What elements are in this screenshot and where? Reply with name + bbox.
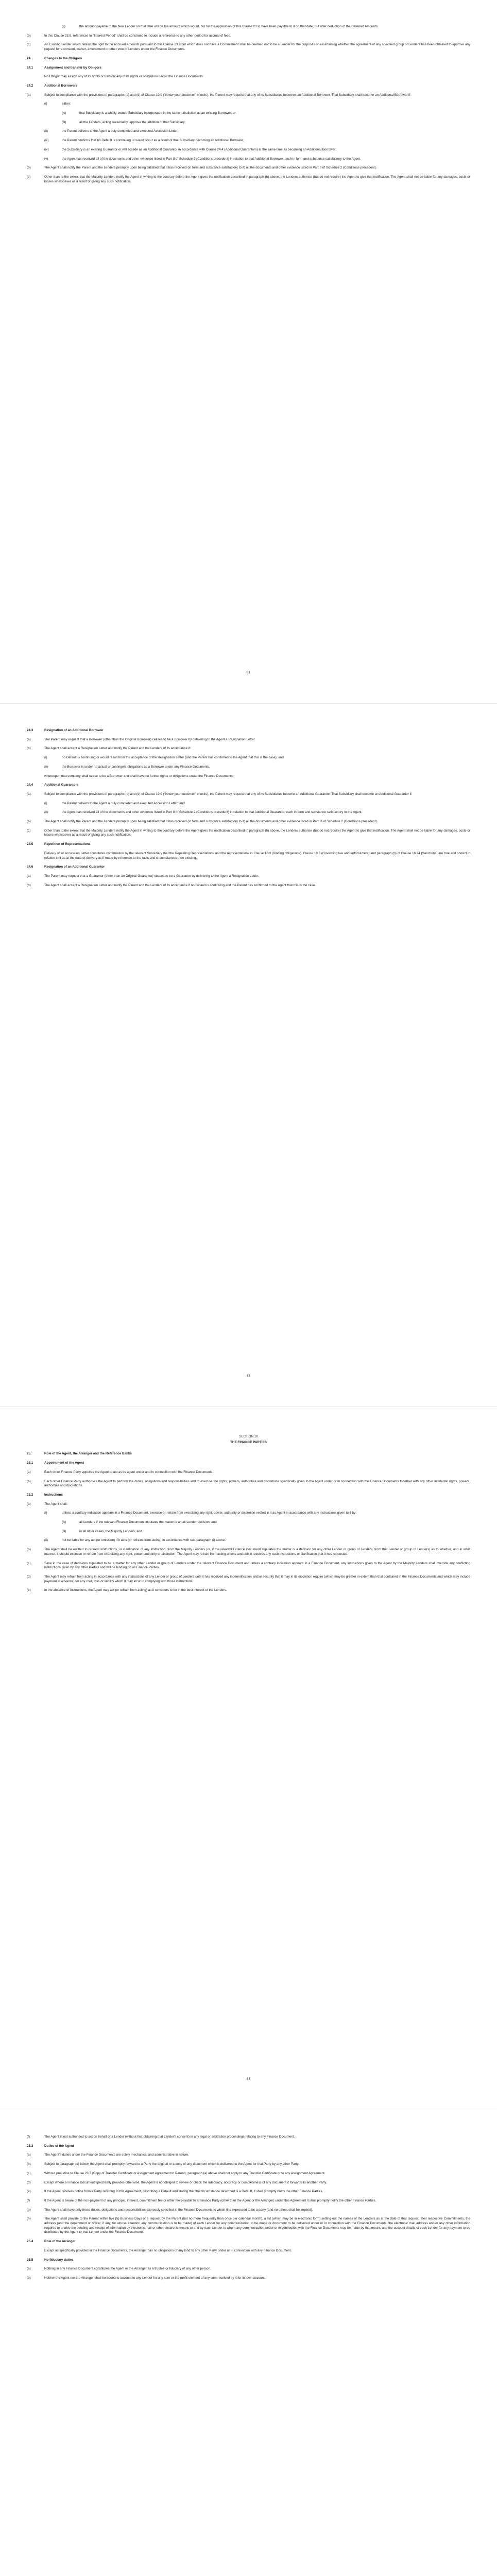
clause-text: Each other Finance Party authorises the Agent to perform the duties, obligations and responsibilities and to exercise the rights, powers, authorities and discretions specifically given to the Agent under or in connection with the Finance Documents together with any other incidental rights, powers, authorities and discretions.: [44, 1479, 470, 1488]
clause-item: [27, 2199, 470, 2204]
clause-number: (ii): [44, 1538, 48, 1543]
clause-item: [27, 802, 470, 806]
clause-title: No fiduciary duties: [44, 2258, 74, 2262]
clause-item: [27, 2153, 470, 2158]
clause-number: 25.1: [27, 1461, 33, 1465]
clause-number: (b): [27, 2276, 31, 2280]
clause-text: The Agent shall be entitled to request instructions, or clarification of any instruction, from the Majority Lenders (or, if the relevant Finance Document stipulates the matter is a decision for any other Lender or group of Lenders, from that Lender or group of Lenders) as to whether, and in what manner, it should exercise or refrain from exercising any right, power, authority or discretion. The Agent may refrain from acting unless and until it receives any such instructions or clarification that it has requested.: [44, 1548, 470, 1556]
clause-text: Each other Finance Party appoints the Agent to act as its agent under and in connection with the Finance Documents.: [44, 1470, 213, 1474]
clause-title: Changes to the Obligors: [44, 56, 82, 60]
clause-text: the Subsidiary is an existing Guarantor or will accede as an Additional Guarantor in accordance with Clause 24.4 (Additional Guarantors) at the same time as becoming an Additional Borrower;: [62, 147, 337, 151]
paragraph: whereupon that company shall cease to be a Borrower and shall have no further rights or obligations under the Finance Documents.: [44, 774, 234, 778]
paragraph: No Obligor may assign any of its rights or transfer any of its rights or obligations under the Finance Documents.: [44, 75, 204, 79]
clause-text: the Agent has received all of the documents and other evidence listed in Part II of Schedule 2 (Conditions precedent) in relation to that Additional Borrower, each in form and substance satisfactory to the Agent.: [62, 157, 361, 161]
clause-number: (c): [27, 828, 31, 833]
paragraph: Except as specifically provided in the Finance Documents, the Arranger has no obligations of any kind to any other Party under or in connection with any Finance Document.: [44, 2248, 292, 2252]
clause-number: (ii): [44, 129, 48, 133]
clause-number: (b): [27, 33, 31, 38]
clause-heading: [27, 2144, 470, 2149]
clause-text: all the Lenders, acting reasonably, approve the addition of that Subsidiary;: [79, 120, 186, 124]
clause-heading: [27, 1461, 470, 1466]
clause-item: [27, 25, 470, 29]
clause-number: 25.4: [27, 2240, 33, 2244]
clause-item: [27, 1562, 470, 1570]
clause-number: 24.3: [27, 728, 33, 732]
clause-text: The Agent shall accept a Resignation Letter and notify the Parent and the Lenders of its acceptance if:: [44, 747, 191, 751]
clause-item: [27, 1520, 470, 1525]
clause-text: In this Clause 23.9, references to "Interest Period" shall be construed to include a reference to any other period for accrual of fees.: [44, 33, 231, 38]
clause-text: either:: [62, 102, 71, 106]
clause-text: The Parent may request that a Guarantor (other than an Original Guarantor) ceases to be a Guarantor by delivering to the Agent a Resignation Letter.: [44, 874, 259, 878]
clause-title: Role of the Agent, the Arranger and the Reference Banks: [44, 1452, 132, 1456]
clause-text: Other than to the extent that the Majority Lenders notify the Agent in writing to the contrary before the Agent gives the notification described in paragraph (b) above, the Lenders authorise (but do not require) the Agent to give that notification. The Agent shall not be liable for any damages, costs or losses whatsoever as a result of giving any such notification.: [44, 175, 470, 183]
clause-number: 24.4: [27, 783, 33, 787]
clause-number: (f): [27, 2135, 30, 2139]
clause-number: (B): [62, 120, 66, 124]
clause-number: (c): [27, 2171, 31, 2175]
clause-item: [27, 829, 470, 838]
clause-item: [27, 102, 470, 107]
clause-heading: [27, 728, 470, 733]
clause-heading: [27, 842, 470, 847]
page-number: 83: [246, 2077, 250, 2081]
clause-text: The Agent shall notify the Parent and the Lenders promptly upon being satisfied that it has received (in form and substance satisfactory to it) all the documents and other evidence listed in Part II of Schedule 2 (Conditions precedent).: [44, 166, 377, 170]
clause-item: [27, 43, 470, 52]
clause-text: the amount payable to the New Lender on that date will be the amount which would, but for the application of this Clause 23.9, have been payable to it on that date, but after deduction of the Deferred Amounts.: [79, 25, 379, 28]
clause-item: [27, 129, 470, 134]
clause-item: [27, 2190, 470, 2194]
clause-number: 25.3: [27, 2144, 33, 2148]
clause-item: [27, 166, 470, 171]
clause-number: (ii): [44, 765, 48, 769]
document-page: [0, 1406, 497, 2110]
clause-number: (iii): [44, 139, 49, 143]
clause-text: Subject to paragraph (c) below, the Agent shall promptly forward to a Party the original or a copy of any document which is delivered to the Agent for that Party by any other Party.: [44, 2162, 299, 2166]
page-number: 81: [246, 671, 250, 675]
clause-number: (c): [27, 43, 31, 47]
clause-item: [27, 1538, 470, 1543]
clause-item: [27, 792, 470, 797]
clause-number: (a): [27, 792, 31, 796]
clause-text: in all other cases, the Majority Lenders; and: [79, 1529, 142, 1533]
clause-text: not be liable for any act (or omission) if it acts (or refrains from acting) in accordance with sub-paragraph (i) above.: [62, 1538, 226, 1543]
clause-text: The Agent shall notify the Parent and the Lenders promptly upon being satisfied that it has received (in form and substance satisfactory to it) all the documents and other evidence listed in Part III of Schedule 2 (Conditions precedent).: [44, 820, 378, 824]
clause-item: [27, 157, 470, 162]
clause-number: (a): [27, 874, 31, 878]
clause-number: (f): [27, 2198, 30, 2202]
clause-number: (e): [27, 2190, 31, 2194]
clause-heading: [27, 84, 470, 89]
clause-number: 24.5: [27, 842, 33, 846]
clause-number: (c): [27, 1561, 31, 1565]
clause-number: (e): [27, 1588, 31, 1592]
clause-text: Except where a Finance Document specifically provides otherwise, the Agent is not obliged to review or check the adequacy, accuracy or completeness of any document it forwards to another Party.: [44, 2180, 327, 2184]
clause-number: (A): [62, 1520, 66, 1524]
section-label: SECTION 10: [239, 1435, 258, 1438]
clause-text: Without prejudice to Clause 23.7 (Copy of Transfer Certificate or Assignment Agreement to Parent), paragraph (a) above shall not apply to any Transfer Certificate or to any Assignment Agreement.: [44, 2171, 325, 2175]
clause-number: (h): [27, 2217, 31, 2221]
clause-item: [27, 810, 470, 815]
clause-text: Nothing in any Finance Document constitutes the Agent or the Arranger as a trustee or fiduciary of any other person.: [44, 2267, 211, 2271]
clause-title: Resignation of an Additional Guarantor: [44, 865, 105, 869]
clause-text: unless a contrary indication appears in a Finance Document, exercise or refrain from exercising any right, power, authority or discretion vested in it as Agent in accordance with any instructions given to it by:: [62, 1511, 356, 1515]
clause-title: Additional Guarantors: [44, 783, 79, 787]
clause-text: Save in the case of decisions stipulated to be a matter for any other Lender or group of Lenders under the relevant Finance Document and unless a contrary indication appears in a Finance Document, any instructions given to the Agent by the Majority Lenders shall override any conflicting instructions given by any other Parties and will be binding on all Finance Parties.: [44, 1561, 470, 1570]
clause-number: 24.2: [27, 83, 33, 88]
clause-number: 25.2: [27, 1493, 33, 1497]
clause-item: [27, 874, 470, 879]
clause-title: Role of the Arranger: [44, 2240, 76, 2244]
clause-text: the Parent delivers to the Agent a duly completed and executed Accession Letter; and: [62, 801, 185, 805]
paragraph: Delivery of an Accession Letter constitutes confirmation by the relevant Subsidiary that the Repeating Representations and the representations in Clause 18.3 (Binding obligations), Clause 18.6 (Governing law and enforcement) and paragraph (b) of Clause 18.24 (Sanctions) are true and correct in relation to it as at the date of delivery as if made by reference to the facts and circumstances then existing.: [44, 851, 470, 860]
clause-number: 25.5: [27, 2258, 33, 2262]
clause-text: Other than to the extent that the Majority Lenders notify the Agent in writing to the contrary before the Agent gives the notification described in paragraph (b) above, the Lenders authorise (but do not require) the Agent to give that notification. The Agent shall not be liable for any damages, costs or losses whatsoever as a result of giving any such notification.: [44, 828, 470, 837]
clause-text: If the Agent receives notice from a Party referring to this Agreement, describing a Default and stating that the circumstance described is a Default, it shall promptly notify the other Finance Parties.: [44, 2190, 323, 2194]
clause-item: [27, 2181, 470, 2185]
clause-number: (i): [44, 1511, 47, 1515]
clause-item: [27, 93, 470, 98]
clause-number: (a): [27, 2153, 31, 2157]
clause-text: The Agent shall have only those duties, obligations and responsibilities expressly specified in the Finance Documents to which it is expressed to be a party (and no others shall be implied).: [44, 2208, 313, 2212]
clause-number: (i): [44, 102, 47, 106]
clause-item: [27, 121, 470, 125]
clause-number: (d): [27, 2180, 31, 2184]
document-page: [0, 0, 497, 703]
clause-item: [27, 1575, 470, 1584]
clause-text: Subject to compliance with the provisions of paragraphs (c) and (d) of Clause 19.9 ("Know your customer" checks), the Parent may request that any of its Subsidiaries become an Additional Guarantor. That Subsidiary shall become an Additional Guarantor if:: [44, 792, 413, 796]
clause-item: [27, 2208, 470, 2213]
clause-item: [27, 884, 470, 888]
clause-item: [27, 139, 470, 143]
clause-number: (a): [27, 2267, 31, 2271]
clause-item: [27, 148, 470, 152]
clause-item: [27, 2172, 470, 2176]
clause-text: the Parent confirms that no Default is continuing or would occur as a result of that Subsidiary becoming an Additional Borrower;: [62, 139, 244, 143]
clause-number: 25.: [27, 1452, 31, 1456]
clause-number: (i): [44, 756, 47, 760]
clause-number: 24.1: [27, 65, 33, 70]
clause-item: [27, 1511, 470, 1516]
clause-number: (i): [44, 801, 47, 805]
clause-text: The Agent shall:: [44, 1502, 68, 1506]
clause-text: An Existing Lender which retains the right to the Accrued Amounts pursuant to this Clause 23.9 but which does not have a Commitment shall be deemed not to be a Lender for the purposes of ascertaining whether the agreement of any specified group of Lenders has been obtained to approve any request for a consent, waiver, amendment or other vote of Lenders under the Finance Documents.: [44, 43, 470, 52]
clause-item: [27, 738, 470, 742]
clause-number: (b): [27, 747, 31, 751]
section-heading: [27, 1435, 470, 1445]
clause-item: [27, 2217, 470, 2235]
clause-item: [27, 820, 470, 824]
clause-text: the Parent delivers to the Agent a duly completed and executed Accession Letter;: [62, 129, 179, 133]
clause-heading: [27, 865, 470, 870]
clause-title: Duties of the Agent: [44, 2144, 74, 2148]
clause-item: [27, 2135, 470, 2140]
clause-text: The Agent's duties under the Finance Documents are solely mechanical and administrative in nature.: [44, 2153, 189, 2157]
clause-number: (g): [27, 2208, 31, 2212]
clause-number: (ii): [62, 25, 65, 28]
clause-item: [27, 1480, 470, 1488]
clause-number: (B): [62, 1529, 66, 1533]
clause-number: (b): [27, 820, 31, 824]
clause-heading: [27, 57, 470, 61]
clause-item: [27, 175, 470, 184]
clause-number: (A): [62, 111, 66, 115]
clause-number: (a): [27, 1502, 31, 1506]
clause-item: [27, 2276, 470, 2281]
clause-number: 24.: [27, 56, 31, 60]
clause-heading: [27, 783, 470, 788]
document-page: [0, 703, 497, 1406]
clause-heading: [27, 2258, 470, 2263]
clause-title: Assignment and transfer by Obligors: [44, 65, 101, 70]
clause-heading: [27, 66, 470, 71]
clause-number: 24.6: [27, 865, 33, 869]
document-page: [0, 2110, 497, 2576]
clause-item: [27, 756, 470, 760]
clause-item: [27, 765, 470, 770]
clause-title: Appointment of the Agent: [44, 1461, 84, 1465]
clause-number: (a): [27, 737, 31, 741]
clause-number: (a): [27, 93, 31, 97]
section-title: THE FINANCE PARTIES: [230, 1440, 267, 1444]
clause-title: Additional Borrowers: [44, 83, 78, 88]
clause-item: [27, 747, 470, 751]
clause-number: (v): [44, 157, 48, 161]
clause-item: [27, 34, 470, 39]
clause-number: (c): [27, 175, 31, 179]
clause-title: Repetition of Representations: [44, 842, 91, 846]
clause-text: Subject to compliance with the provisions of paragraphs (c) and (d) of Clause 19.9 ("Know your customer" checks), the Parent may request that any of its Subsidiaries becomes an Additional Borrower. That Subsidiary shall become an Additional Borrower if:: [44, 93, 412, 97]
clause-number: (a): [27, 1470, 31, 1474]
clause-number: (b): [27, 1479, 31, 1483]
clause-item: [27, 1588, 470, 1593]
page-number: 82: [246, 1374, 250, 1378]
clause-text: The Agent shall accept a Resignation Letter and notify the Parent and the Lenders of its acceptance if no Default is continuing and the Parent has confirmed to the Agent that this is the case.: [44, 883, 316, 887]
clause-item: [27, 111, 470, 116]
clause-text: The Agent shall provide to the Parent within five (5) Business Days of a request by the Parent (but no more frequently than once per calendar month), a list (which may be in electronic form) setting out the names of the Lenders as at the date of that request, their respective Commitments, the address (and the department or officer, if any, for whose attention any communication is to be made) of each Lender for any communication to be made or document to be delivered under or in connection with the Finance Documents, the electronic mail address and/or any other information required to enable the sending and receipt of information by electronic mail or other electronic means to and by each Lender to whom any communication under or in connection with the Finance Documents may be made by that means and the account details of each Lender for any payment to be distributed by the Agent to that Lender under the Finance Documents.: [44, 2217, 470, 2234]
clause-text: The Agent is not authorised to act on behalf of a Lender (without first obtaining that Lender's consent) in any legal or arbitration proceedings relating to any Finance Document.: [44, 2135, 295, 2139]
clause-item: [27, 1530, 470, 1534]
clause-item: [27, 1470, 470, 1475]
clause-heading: [27, 1493, 470, 1498]
clause-text: no Default is continuing or would result from the acceptance of the Resignation Letter (and the Parent has confirmed to the Agent that this is the case); and: [62, 756, 284, 760]
clause-item: [27, 2162, 470, 2167]
clause-number: (b): [27, 166, 31, 170]
clause-text: The Parent may request that a Borrower (other than the Original Borrower) ceases to be a Borrower by delivering to the Agent a Resignation Letter.: [44, 737, 255, 741]
clause-number: (ii): [44, 810, 48, 815]
clause-heading: [27, 2240, 470, 2244]
clause-text: In the absence of instructions, the Agent may act (or refrain from acting) as it considers to be in the best interest of the Lenders.: [44, 1588, 227, 1592]
clause-item: [27, 1548, 470, 1556]
clause-item: [27, 2267, 470, 2272]
clause-number: (iv): [44, 147, 49, 151]
clause-number: (b): [27, 883, 31, 887]
clause-number: (b): [27, 1548, 31, 1552]
clause-title: Resignation of an Additional Borrower: [44, 728, 104, 732]
clause-text: all Lenders if the relevant Finance Document stipulates the matter is an all Lender decision; and: [79, 1520, 217, 1524]
clause-text: the Borrower is under no actual or contingent obligations as a Borrower under any Finance Documents,: [62, 765, 210, 769]
clause-text: If the Agent is aware of the non-payment of any principal, interest, commitment fee or other fee payable to a Finance Party (other than the Agent or the Arranger) under this Agreement it shall promptly notify the other Finance Parties.: [44, 2198, 376, 2202]
clause-number: (b): [27, 2162, 31, 2166]
clause-number: (d): [27, 1574, 31, 1579]
clause-text: The Agent may refrain from acting in accordance with any instructions of any Lender or group of Lenders until it has received any indemnification and/or security that it may in its discretion require (which may be greater in extent than that contained in the Finance Documents and which may include payment in advance) for any cost, loss or liability which it may incur in complying with those instructions.: [44, 1574, 470, 1583]
clause-text: that Subsidiary is a wholly-owned Subsidiary incorporated in the same jurisdiction as an existing Borrower; or: [79, 111, 236, 115]
clause-heading: [27, 1452, 470, 1456]
clause-text: the Agent has received all of the documents and other evidence listed in Part II of Schedule 2 (Conditions precedent) in relation to that Additional Guarantor, each in form and substance satisfactory to the Agent.: [62, 810, 363, 815]
clause-text: Neither the Agent nor the Arranger shall be bound to account to any Lender for any sum or the profit element of any sum received by it for its own account.: [44, 2276, 266, 2280]
clause-title: Instructions: [44, 1493, 63, 1497]
clause-item: [27, 1502, 470, 1507]
